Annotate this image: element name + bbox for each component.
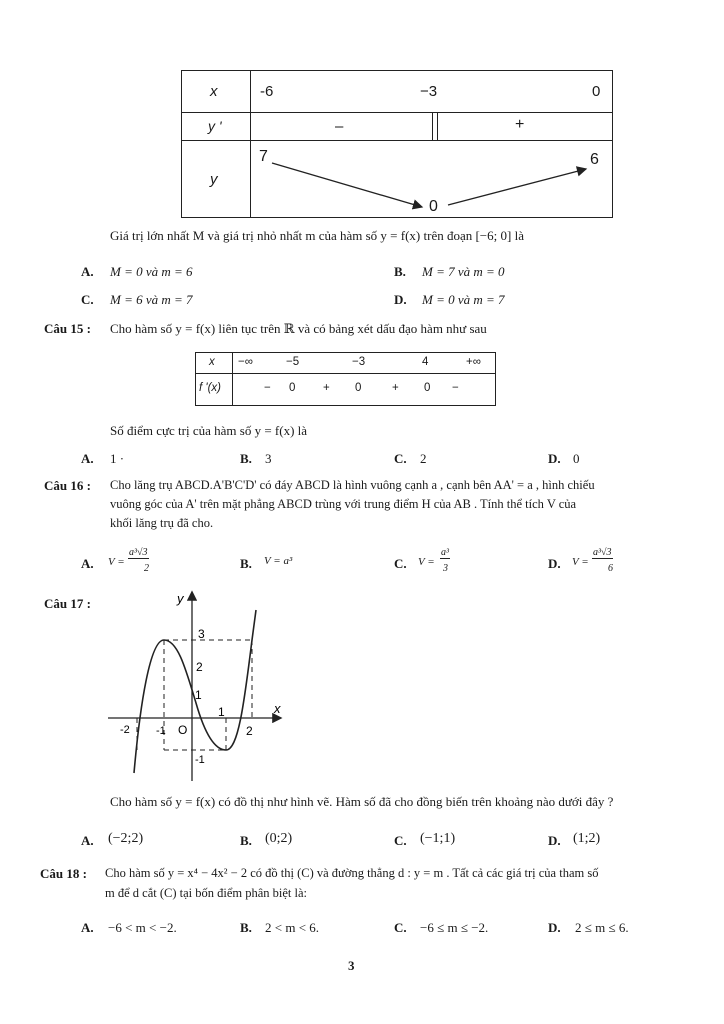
option-letter: B. <box>240 920 252 935</box>
sign-cell: 0 <box>355 382 362 394</box>
tick-label: 1 <box>218 705 225 719</box>
q15-option-c[interactable]: 2 <box>420 451 427 466</box>
variation-arrows <box>182 71 612 217</box>
option-letter: A. <box>81 451 94 466</box>
tick-label: -2 <box>120 724 130 736</box>
q18-option-c[interactable]: −6 ≤ m ≤ −2. <box>420 920 489 935</box>
sign-table <box>195 352 496 406</box>
q17-option-a[interactable]: (−2;2) <box>108 831 144 846</box>
question-17-stem: Cho hàm số y = f(x) có đồ thị như hình vẽ. Hàm số đã cho đồng biến trên khoảng nào dưới đây ? <box>110 794 614 809</box>
q14-option-c[interactable]: M = 6 và m = 7 <box>110 292 193 307</box>
option-letter: A. <box>81 556 94 571</box>
x-value: +∞ <box>466 356 481 368</box>
x-value: −3 <box>420 83 438 100</box>
option-letter: D. <box>548 833 561 848</box>
tick-label: -1 <box>195 754 205 766</box>
decreasing-arrow <box>272 163 422 207</box>
x-value: 4 <box>422 356 429 368</box>
function-graph <box>104 585 294 785</box>
x-value: −∞ <box>238 356 253 368</box>
option-letter: C. <box>394 920 407 935</box>
option-letter: C. <box>81 292 94 307</box>
q15-option-d[interactable]: 0 <box>573 451 580 466</box>
sign-cell: 0 <box>424 382 431 394</box>
option-letter: D. <box>394 292 407 307</box>
q17-option-d[interactable]: (1;2) <box>573 831 601 846</box>
question-15-stem: Cho hàm số y = f(x) liên tục trên ℝ và có bảng xét dấu đạo hàm như sau <box>110 321 487 336</box>
header-derivative: y ' <box>208 118 222 134</box>
q17-option-b[interactable]: (0;2) <box>265 831 293 846</box>
option-letter: C. <box>394 833 407 848</box>
q15-option-b[interactable]: 3 <box>265 451 272 466</box>
sign-cell: − <box>264 382 271 394</box>
option-letter: B. <box>240 556 252 571</box>
header-x: x <box>209 356 215 368</box>
q17-option-c[interactable]: (−1;1) <box>420 831 456 846</box>
x-value: -6 <box>260 83 274 100</box>
option-letter: B. <box>240 451 252 466</box>
question-14-stem: Giá trị lớn nhất M và giá trị nhỏ nhất m của hàm số y = f(x) trên đoạn [−6; 0] là <box>110 228 524 243</box>
question-16-line: khối lăng trụ đã cho. <box>110 516 214 530</box>
q15-option-a[interactable]: 1 · <box>110 451 125 466</box>
option-letter: C. <box>394 451 407 466</box>
option-letter: B. <box>240 833 252 848</box>
question-16-line: Cho lăng trụ ABCD.A'B'C'D' có đáy ABCD là hình vuông cạnh a , cạnh bên AA' = a , hình chiếu <box>110 478 595 492</box>
option-letter: A. <box>81 833 94 848</box>
y-value-min: 0 <box>429 198 438 215</box>
q18-option-d[interactable]: 2 ≤ m ≤ 6. <box>575 920 629 935</box>
option-letter: B. <box>394 264 406 279</box>
option-letter: D. <box>548 556 561 571</box>
y-value-max: 7 <box>259 148 268 165</box>
x-value: −3 <box>352 356 366 368</box>
question-15-text: Số điểm cực trị của hàm số y = f(x) là <box>110 423 308 438</box>
sign-positive: + <box>515 116 525 133</box>
x-axis-label: x <box>274 701 281 716</box>
tick-label: 1 <box>195 688 202 702</box>
question-18-line: Cho hàm số y = x⁴ − 4x² − 2 có đồ thị (C) và đường thẳng d : y = m . Tất cả các giá trị của tham số <box>105 866 599 880</box>
question-16-line: vuông góc của A' trên mặt phẳng ABCD trùng với trung điểm H của AB . Tính thể tích V của <box>110 497 577 511</box>
sign-cell: 0 <box>289 382 296 394</box>
y-value-end: 6 <box>590 151 599 168</box>
q14-option-d[interactable]: M = 0 và m = 7 <box>422 292 505 307</box>
question-label: Câu 15 : <box>44 321 91 336</box>
option-letter: D. <box>548 920 561 935</box>
page-number: 3 <box>348 958 355 973</box>
question-label: Câu 16 : <box>44 478 91 493</box>
x-value: 0 <box>592 83 601 100</box>
tick-label: 2 <box>246 724 253 738</box>
increasing-arrow <box>448 169 586 205</box>
tick-label: 3 <box>198 627 205 641</box>
header-derivative: f '(x) <box>199 382 221 394</box>
sign-negative: – <box>335 118 344 135</box>
q18-option-a[interactable]: −6 < m < −2. <box>108 920 177 935</box>
origin-label: O <box>178 723 188 737</box>
q18-option-b[interactable]: 2 < m < 6. <box>265 920 320 935</box>
option-letter: D. <box>548 451 561 466</box>
q14-option-a[interactable]: M = 0 và m = 6 <box>110 264 193 279</box>
question-label: Câu 17 : <box>44 596 91 611</box>
header-x: x <box>210 83 218 100</box>
question-18-line: m để d cắt (C) tại bốn điểm phân biệt là: <box>105 886 308 900</box>
tick-label: 2 <box>196 660 203 674</box>
tick-label: -1 <box>156 725 166 737</box>
variation-table <box>181 70 613 218</box>
question-label: Câu 18 : <box>40 866 87 881</box>
y-axis-label: y <box>177 591 184 606</box>
option-letter: C. <box>394 556 407 571</box>
sign-cell: − <box>452 382 459 394</box>
header-y: y <box>210 171 218 188</box>
sign-cell: + <box>392 382 399 394</box>
sign-cell: + <box>323 382 330 394</box>
q16-option-b[interactable]: V = a³ <box>264 555 293 567</box>
q14-option-b[interactable]: M = 7 và m = 0 <box>422 264 505 279</box>
option-letter: A. <box>81 264 94 279</box>
x-value: −5 <box>286 356 300 368</box>
option-letter: A. <box>81 920 94 935</box>
